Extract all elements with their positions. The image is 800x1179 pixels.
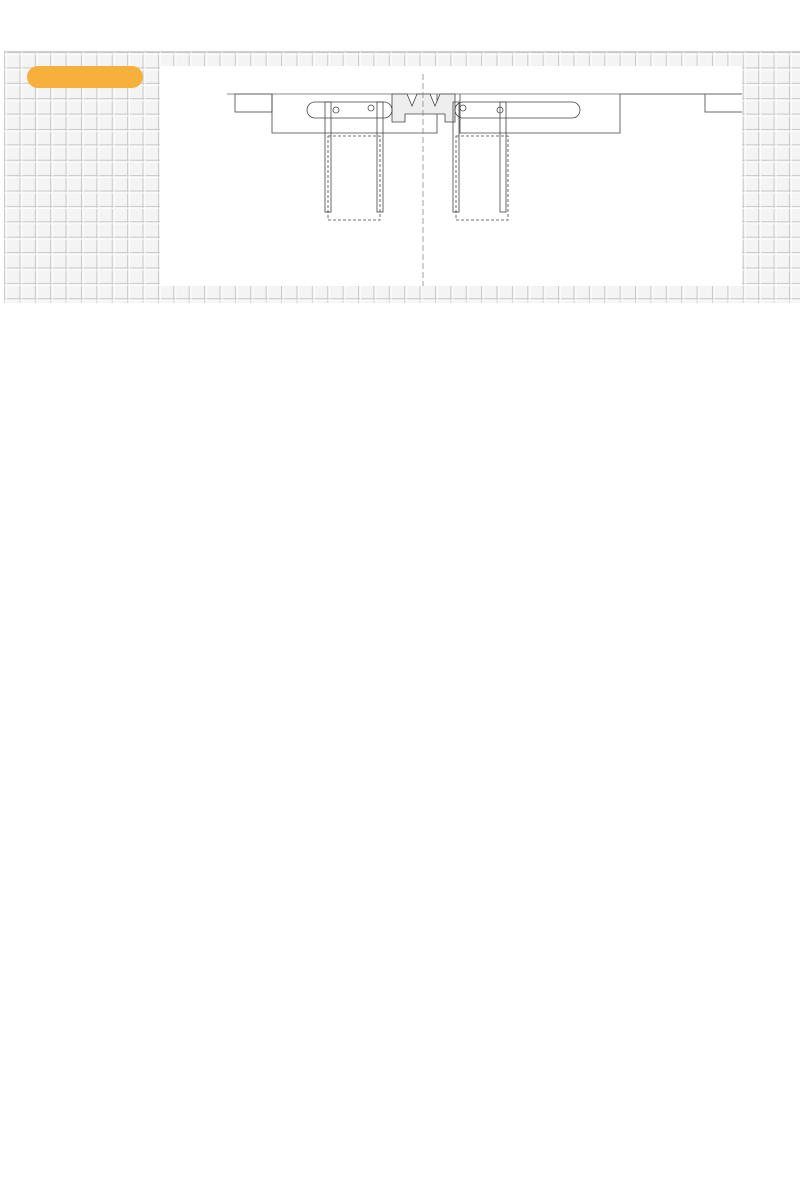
right-rebar-2 xyxy=(500,102,506,212)
right-slab-hatch xyxy=(705,94,742,112)
install-cross-section-diagram xyxy=(160,66,742,286)
joint-body xyxy=(392,94,455,122)
left-slab-hatch xyxy=(235,94,272,112)
left-anchor-loop xyxy=(307,102,392,118)
right-anchor-loop xyxy=(455,102,580,118)
install-section-label xyxy=(27,66,143,88)
right-concrete-outline xyxy=(460,94,705,133)
install-section-drawing xyxy=(160,66,742,286)
